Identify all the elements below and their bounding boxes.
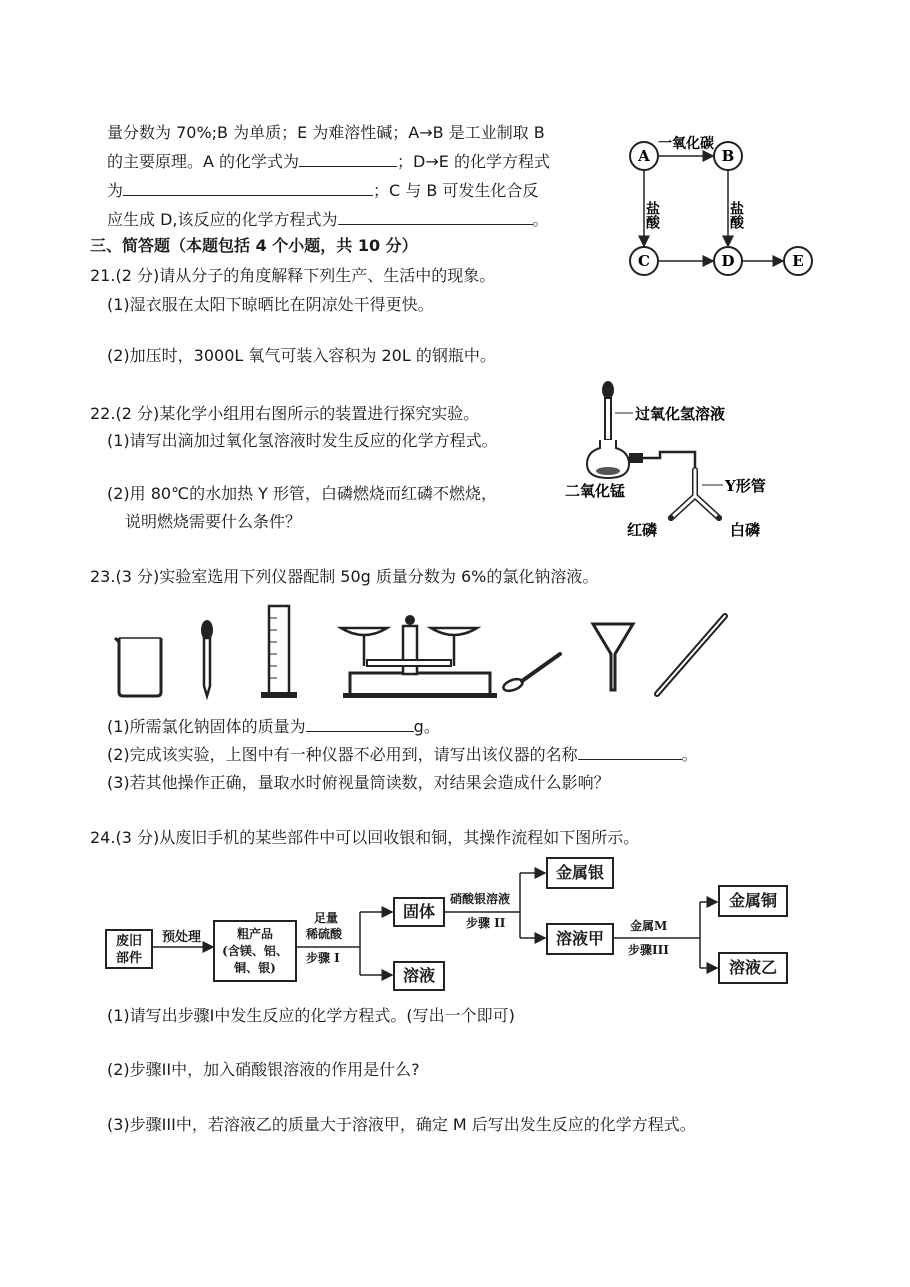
flow-box-copper (718, 885, 788, 917)
flow-sol-a-text: 溶液甲 (555, 929, 604, 948)
q23-stem: 23.(3 分)实验室选用下列仪器配制 50g 质量分数为 6%的氯化钠溶液。 (90, 567, 599, 586)
q23-part3: (3)若其他操作正确，量取水时俯视量筒读数，对结果会造成什么影响？ (107, 773, 610, 792)
flow-crude-line2: (含镁、铝、 (222, 944, 288, 958)
red-p-label: 红磷 (627, 521, 658, 539)
flow-metal-m-label: 金属M (630, 919, 668, 933)
q24-part1: (1)请写出步骤I中发生反应的化学方程式。(写出一个即可) (107, 1006, 515, 1025)
flow-step2-label: 步骤 II (466, 916, 506, 930)
node-a-label: A (638, 147, 650, 165)
q24-stem: 24.(3 分)从废旧手机的某些部件中可以回收银和铜，其操作流程如下图所示。 (90, 828, 640, 847)
flow-step3-label: 步骤III (628, 943, 669, 957)
flow-box-solution (393, 961, 445, 991)
flow-crude-line3: 铜、银) (234, 961, 276, 975)
ytube-label: Y形管 (725, 477, 766, 495)
q21-part1: (1)湿衣服在太阳下晾晒比在阴凉处干得更快。 (107, 295, 434, 314)
q20-line4-text-b: 。 (532, 210, 549, 229)
flow-copper-text: 金属铜 (728, 891, 777, 910)
q21-part2: (2)加压时，3000L 氧气可装入容积为 20L 的钢瓶中。 (107, 346, 496, 365)
q22-part2-line2: 说明燃烧需要什么条件？ (125, 512, 302, 531)
node-c-label: C (638, 252, 650, 270)
flow-silver-text: 金属银 (555, 863, 604, 882)
q20-line4-text-a: 应生成 D,该反应的化学方程式为 (107, 210, 338, 229)
q20-line3-text-a: 为 (107, 181, 124, 200)
q23-part1-text-b: g。 (413, 717, 440, 736)
flow-crude-line1: 粗产品 (236, 927, 273, 941)
flow-waste-line1: 废旧 (115, 934, 142, 949)
q23-part2-text-b: 。 (681, 745, 698, 764)
q23-part2-text-a: (2)完成该实验，上图中有一种仪器不必用到，请写出该仪器的名称 (107, 745, 578, 764)
flow-box-waste (105, 929, 153, 969)
q22-part2-line1: (2)用 80℃的水加热 Y 形管，白磷燃烧而红磷不燃烧， (107, 484, 498, 503)
flow-box-sol-b (718, 952, 788, 984)
flow-box-silver (546, 857, 614, 889)
flow-sol-b-text: 溶液乙 (728, 958, 777, 977)
flow-solution-text: 溶液 (402, 966, 435, 985)
mno2-label: 二氧化锰 (565, 482, 626, 500)
white-p-label: 白磷 (730, 521, 761, 539)
q20-line1: 量分数为 70%;B 为单质；E 为难溶性碱；A→B 是工业制取 B (107, 123, 545, 142)
node-d-label: D (721, 252, 735, 270)
q23-part1-text-a: (1)所需氯化钠固体的质量为 (107, 717, 306, 736)
q20-line3-text-b: ；C 与 B 可发生化合反 (373, 181, 539, 200)
q22-stem: 22.(2 分)某化学小组用右图所示的装置进行探究实验。 (90, 404, 480, 423)
flow-box-sol-a (546, 923, 614, 955)
q22-part1: (1)请写出滴加过氧化氢溶液时发生反应的化学方程式。 (107, 431, 498, 450)
section-heading: 三、简答题（本题包括 4 个小题，共 10 分） (90, 236, 418, 255)
flow-box-solid (393, 897, 445, 927)
node-e-label: E (792, 252, 804, 270)
q24-part2: (2)步骤II中，加入硝酸银溶液的作用是什么? (107, 1060, 420, 1079)
flow-pretreat-label: 预处理 (162, 930, 202, 945)
edge-bd-label: 盐酸 (728, 201, 744, 229)
flow-agno3-label: 硝酸银溶液 (450, 892, 511, 906)
q21-stem: 21.(2 分)请从分子的角度解释下列生产、生活中的现象。 (90, 266, 496, 285)
flow-acid-label2: 稀硫酸 (306, 927, 343, 941)
edge-ac-label: 盐酸 (644, 201, 660, 229)
flow-box-crude (213, 920, 297, 982)
flow-solid-text: 固体 (402, 902, 435, 921)
q20-line2-text-a: 的主要原理。A 的化学式为 (107, 152, 300, 171)
edge-ab-label: 一氧化碳 (658, 136, 714, 152)
flow-step1-label: 步骤 I (306, 951, 340, 965)
h2o2-label: 过氧化氢溶液 (635, 405, 726, 423)
q24-part3: (3)步骤III中，若溶液乙的质量大于溶液甲，确定 M 后写出发生反应的化学方程式。 (107, 1115, 696, 1134)
flow-waste-line2: 部件 (115, 951, 142, 966)
node-b-label: B (721, 147, 735, 165)
q20-line2-text-b: ；D→E 的化学方程式 (397, 152, 550, 171)
flow-acid-label1: 足量 (314, 911, 339, 925)
